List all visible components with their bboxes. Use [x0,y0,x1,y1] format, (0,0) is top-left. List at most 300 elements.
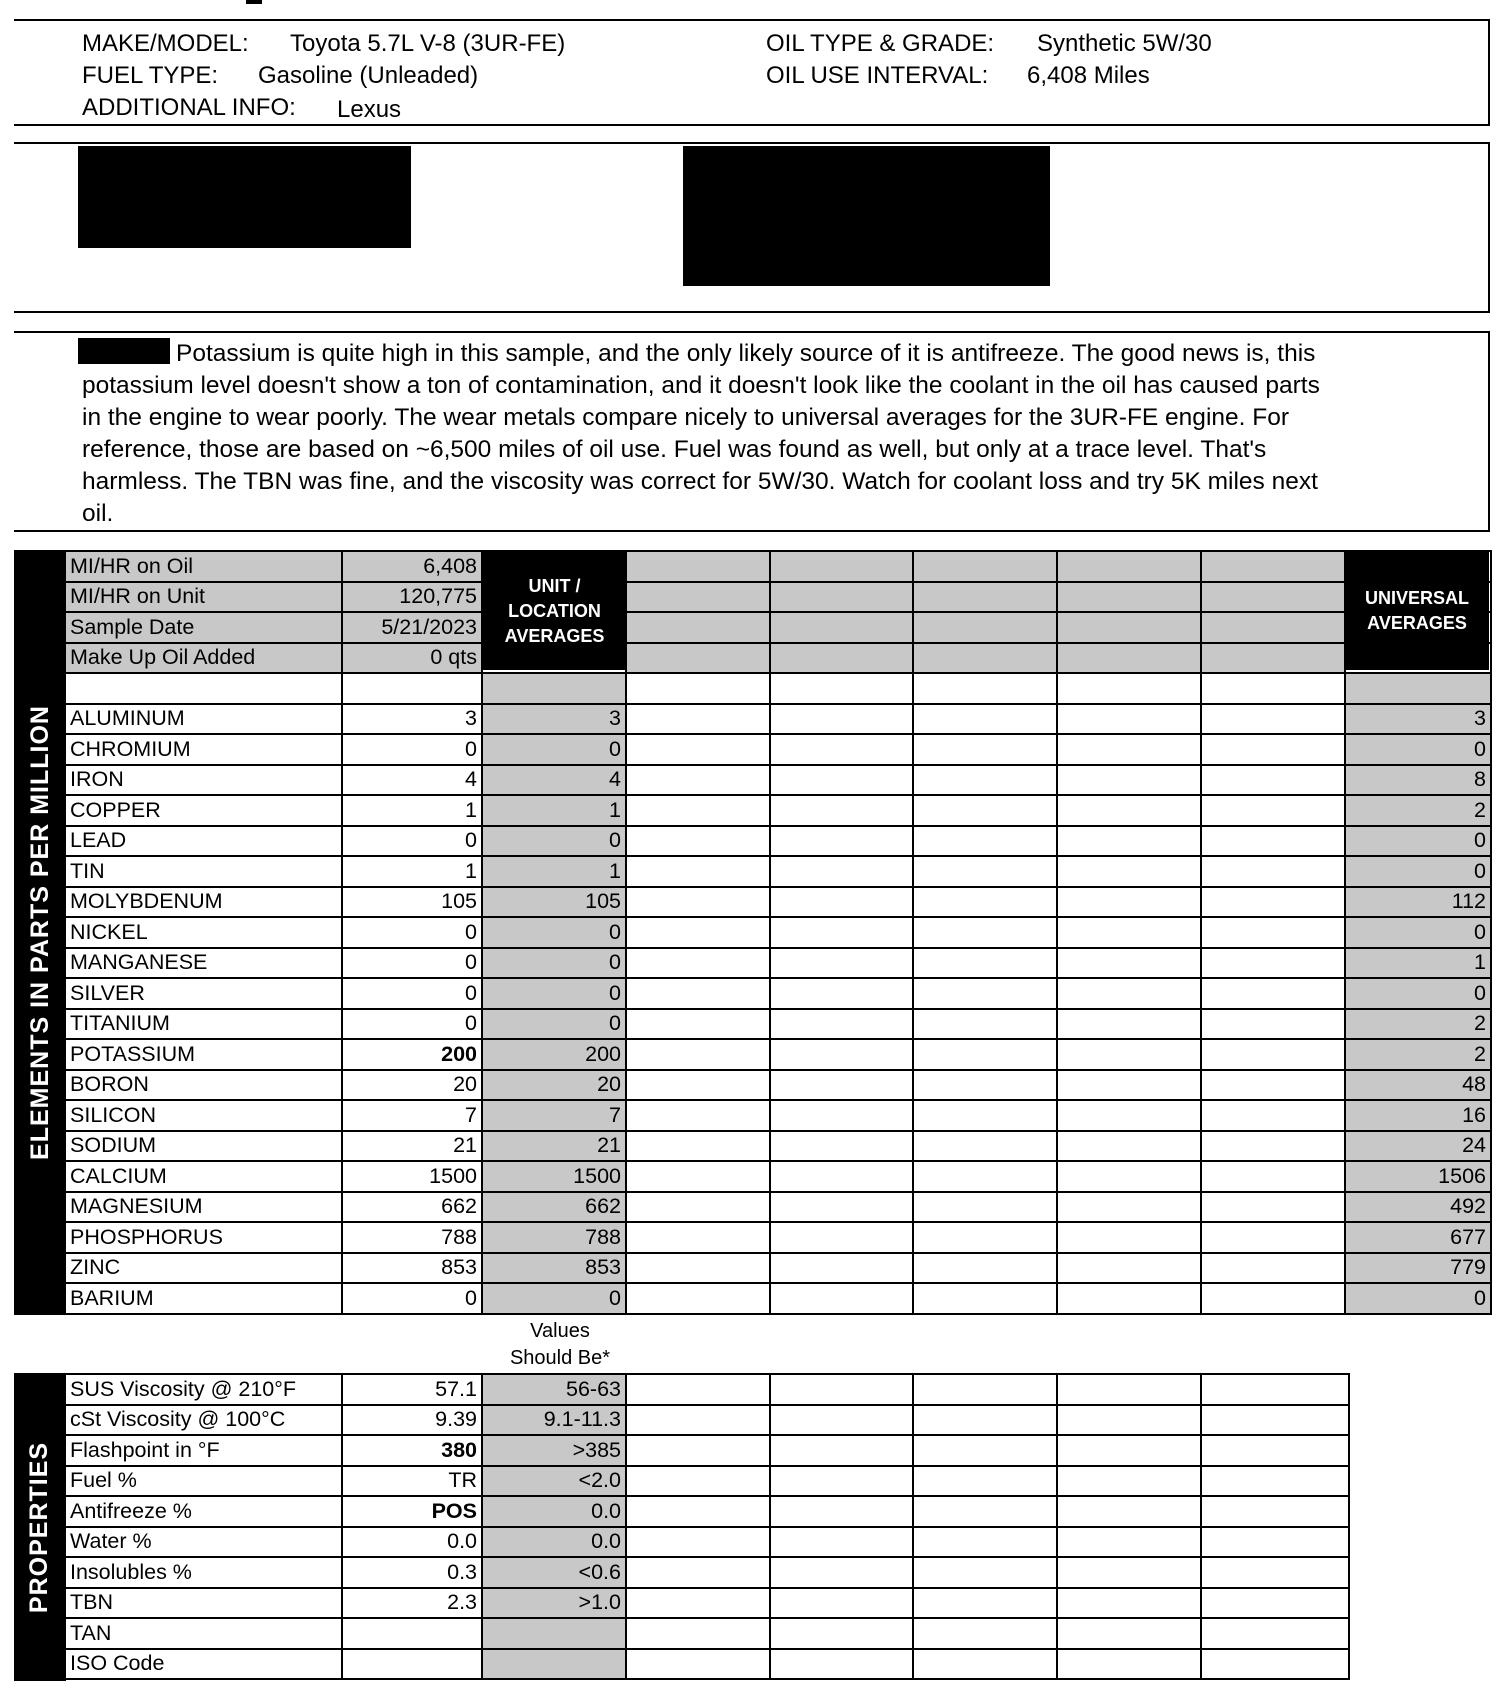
empty-cell [1057,1009,1201,1040]
empty-cell [1201,948,1345,979]
element-unit-average: 1 [482,856,626,887]
empty-cell [770,1009,913,1040]
empty-cell [770,1131,913,1162]
redacted-comment-prefix [78,338,170,364]
empty-cell [770,704,913,735]
empty-cell [913,1161,1057,1192]
element-row [65,765,1491,796]
additional-info-value: Lexus [337,96,402,123]
property-should-be: 0.0 [482,1527,626,1558]
empty-cell [626,978,770,1009]
element-value: 0 [342,978,482,1009]
element-universal-average: 0 [1345,978,1491,1009]
empty-cell [1057,1435,1201,1466]
element-value: 0 [342,917,482,948]
property-should-be: >385 [482,1435,626,1466]
empty-cell [1057,1222,1201,1253]
empty-cell [770,1161,913,1192]
element-universal-average: 492 [1345,1192,1491,1223]
element-row [65,856,1491,887]
empty-cell [913,795,1057,826]
empty-cell [626,795,770,826]
property-name: SUS Viscosity @ 210°F [65,1374,342,1405]
property-should-be: <0.6 [482,1557,626,1588]
element-name: POTASSIUM [65,1039,342,1070]
fuel-type-value: Gasoline (Unleaded) [258,62,479,89]
empty-cell [626,643,770,674]
empty-cell [1057,704,1201,735]
element-row [65,1253,1491,1284]
element-value: 105 [342,887,482,918]
element-name: MOLYBDENUM [65,887,342,918]
element-value: 21 [342,1131,482,1162]
empty-cell [626,1161,770,1192]
empty-cell [770,1649,913,1680]
element-value: 1500 [342,1161,482,1192]
empty-cell [1057,1100,1201,1131]
empty-cell [913,582,1057,613]
info-value: 120,775 [342,582,482,613]
element-unit-average: 0 [482,948,626,979]
element-unit-average: 0 [482,978,626,1009]
empty-cell [626,704,770,735]
element-value: 0 [342,734,482,765]
empty-cell [1057,1466,1201,1497]
empty-cell [626,1009,770,1040]
empty-cell [1201,551,1345,582]
empty-cell [770,612,913,643]
property-value: POS [342,1496,482,1527]
empty-cell [1201,795,1345,826]
empty-cell [1057,582,1201,613]
element-value: 0 [342,948,482,979]
empty-cell [913,1253,1057,1284]
empty-cell [770,948,913,979]
empty-cell [1201,1100,1345,1131]
element-row [65,1283,1491,1314]
empty-cell [770,673,913,704]
empty-cell [1057,1374,1201,1405]
empty-cell [1057,612,1201,643]
element-unit-average: 0 [482,1283,626,1314]
element-row [65,978,1491,1009]
empty-cell [1201,1283,1345,1314]
element-name: BARIUM [65,1283,342,1314]
empty-cell [1201,1161,1345,1192]
empty-cell [1201,643,1345,674]
element-row [65,795,1491,826]
property-row [65,1466,1349,1497]
make-model-label: MAKE/MODEL: [82,30,249,57]
elements-section-label: ELEMENTS IN PARTS PER MILLION [14,550,66,1315]
empty-cell [913,1435,1057,1466]
element-unit-average: 200 [482,1039,626,1070]
empty-cell [913,1131,1057,1162]
element-universal-average: 48 [1345,1070,1491,1101]
empty-cell [913,643,1057,674]
empty-cell [1201,612,1345,643]
empty-cell [770,1222,913,1253]
empty-cell [65,673,342,704]
property-should-be: 56-63 [482,1374,626,1405]
empty-cell [913,887,1057,918]
empty-cell [1201,1618,1349,1649]
element-universal-average: 16 [1345,1100,1491,1131]
element-value: 0 [342,1283,482,1314]
property-name: TAN [65,1618,342,1649]
element-name: SILVER [65,978,342,1009]
property-value: TR [342,1466,482,1497]
oil-type-label: OIL TYPE & GRADE: [766,30,995,57]
info-row [65,643,1491,674]
empty-cell [913,1405,1057,1436]
empty-cell [1057,1192,1201,1223]
make-model-value: Toyota 5.7L V-8 (3UR-FE) [290,30,566,57]
empty-cell [1345,673,1491,704]
empty-cell [626,673,770,704]
empty-cell [1057,1649,1201,1680]
empty-cell [770,978,913,1009]
empty-cell [1057,1618,1201,1649]
empty-cell [913,948,1057,979]
element-name: MANGANESE [65,948,342,979]
element-value: 200 [342,1039,482,1070]
empty-cell [913,856,1057,887]
empty-cell [626,1131,770,1162]
element-universal-average: 0 [1345,734,1491,765]
element-universal-average: 677 [1345,1222,1491,1253]
info-value: 0 qts [342,643,482,674]
empty-cell [913,1466,1057,1497]
empty-cell [1201,673,1345,704]
empty-cell [626,1253,770,1284]
empty-cell [1201,1405,1349,1436]
empty-cell [770,917,913,948]
empty-cell [770,1374,913,1405]
empty-cell [626,1588,770,1619]
empty-cell [913,1527,1057,1558]
empty-cell [1057,1557,1201,1588]
empty-cell [1057,948,1201,979]
empty-cell [913,1557,1057,1588]
empty-cell [1057,1496,1201,1527]
element-unit-average: 788 [482,1222,626,1253]
empty-cell [626,1649,770,1680]
element-row [65,948,1491,979]
element-universal-average: 0 [1345,1283,1491,1314]
empty-cell [626,887,770,918]
empty-cell [913,704,1057,735]
redacted-client-address [683,146,1050,286]
element-name: TITANIUM [65,1009,342,1040]
element-row [65,1009,1491,1040]
empty-cell [1057,917,1201,948]
empty-cell [1201,1131,1345,1162]
property-name: TBN [65,1588,342,1619]
property-value: 9.39 [342,1405,482,1436]
empty-cell [1057,856,1201,887]
empty-cell [342,673,482,704]
empty-cell [1201,1374,1349,1405]
oil-interval-label: OIL USE INTERVAL: [766,62,989,89]
empty-cell [770,765,913,796]
element-unit-average: 4 [482,765,626,796]
property-row [65,1435,1349,1466]
empty-cell [770,795,913,826]
empty-cell [626,1466,770,1497]
empty-cell [1201,1222,1345,1253]
empty-cell [626,612,770,643]
empty-cell [913,1070,1057,1101]
info-row [65,612,1491,643]
property-name: Flashpoint in °F [65,1435,342,1466]
empty-cell [913,1222,1057,1253]
empty-cell [770,1070,913,1101]
element-row [65,734,1491,765]
empty-cell [1201,1496,1349,1527]
empty-cell [482,673,626,704]
empty-cell [626,856,770,887]
property-row [65,1527,1349,1558]
empty-cell [1201,582,1345,613]
empty-cell [626,917,770,948]
empty-cell [1201,765,1345,796]
empty-cell [1201,1466,1349,1497]
empty-cell [913,673,1057,704]
empty-cell [1201,1009,1345,1040]
empty-cell [913,1374,1057,1405]
element-value: 4 [342,765,482,796]
property-should-be: >1.0 [482,1588,626,1619]
property-row [65,1649,1349,1680]
element-value: 1 [342,795,482,826]
element-unit-average: 20 [482,1070,626,1101]
element-value: 20 [342,1070,482,1101]
empty-cell [1057,643,1201,674]
empty-cell [626,1374,770,1405]
empty-cell [626,1222,770,1253]
element-row [65,1070,1491,1101]
cutoff-mark [246,0,262,4]
property-value [342,1618,482,1649]
empty-cell [1057,795,1201,826]
element-universal-average: 1 [1345,948,1491,979]
empty-cell [913,1283,1057,1314]
element-universal-average: 0 [1345,856,1491,887]
empty-cell [913,917,1057,948]
info-row [65,582,1491,613]
property-row [65,1496,1349,1527]
element-unit-average: 3 [482,704,626,735]
element-unit-average: 7 [482,1100,626,1131]
empty-cell [1057,765,1201,796]
property-value: 0.0 [342,1527,482,1558]
element-universal-average: 0 [1345,917,1491,948]
element-universal-average: 2 [1345,1039,1491,1070]
empty-cell [770,1405,913,1436]
property-value: 0.3 [342,1557,482,1588]
property-should-be: 0.0 [482,1496,626,1527]
empty-cell [770,1253,913,1284]
element-name: CHROMIUM [65,734,342,765]
element-value: 7 [342,1100,482,1131]
comments-text: Potassium is quite high in this sample, and the only likely source of it is antifreeze. The good news is, this potassium level doesn't show a ton of contamination, and it doesn't look like the coolant in the oil has caused parts in the engine to wear poorly. The wear metals compare nicely to universal averages for the 3UR-FE engine. For reference, those are based on ~6,500 miles of oil use. Fuel was found as well, but only at a trace level. That's harmless. The TBN was fine, and the viscosity was correct for 5W/30. Watch for coolant loss and try 5K miles next oil. [82,338,1342,530]
empty-cell [770,1039,913,1070]
element-value: 788 [342,1222,482,1253]
element-universal-average: 779 [1345,1253,1491,1284]
info-label: Sample Date [65,612,342,643]
element-row [65,1039,1491,1070]
element-universal-average: 3 [1345,704,1491,735]
empty-cell [1201,1557,1349,1588]
empty-cell [770,1435,913,1466]
empty-cell [626,948,770,979]
empty-cell [913,1588,1057,1619]
element-universal-average: 0 [1345,826,1491,857]
empty-cell [770,1557,913,1588]
empty-cell [1201,1649,1349,1680]
empty-cell [770,582,913,613]
element-universal-average: 24 [1345,1131,1491,1162]
element-row [65,917,1491,948]
empty-cell [913,1039,1057,1070]
empty-cell [1201,704,1345,735]
property-row [65,1618,1349,1649]
empty-cell [1057,978,1201,1009]
element-name: TIN [65,856,342,887]
info-label: Make Up Oil Added [65,643,342,674]
empty-cell [626,1100,770,1131]
empty-cell [1057,1283,1201,1314]
empty-cell [1057,826,1201,857]
empty-cell [913,765,1057,796]
element-name: MAGNESIUM [65,1192,342,1223]
empty-cell [1201,1588,1349,1619]
empty-cell [913,1496,1057,1527]
element-name: SODIUM [65,1131,342,1162]
universal-averages-header: UNIVERSAL AVERAGES [1345,552,1489,670]
empty-cell [1201,826,1345,857]
property-should-be: <2.0 [482,1466,626,1497]
element-unit-average: 1 [482,795,626,826]
element-universal-average: 1506 [1345,1161,1491,1192]
element-name: LEAD [65,826,342,857]
element-name: COPPER [65,795,342,826]
properties-table [64,1373,1350,1680]
empty-cell [770,1283,913,1314]
empty-cell [1057,551,1201,582]
element-value: 1 [342,856,482,887]
element-row [65,826,1491,857]
empty-cell [626,1070,770,1101]
info-value: 5/21/2023 [342,612,482,643]
property-row [65,1374,1349,1405]
empty-cell [626,1039,770,1070]
values-should-be-header: Values Should Be* [509,1320,611,1369]
info-label: MI/HR on Unit [65,582,342,613]
empty-cell [626,734,770,765]
empty-cell [1057,887,1201,918]
empty-cell [1201,1253,1345,1284]
element-row [65,887,1491,918]
empty-cell [626,1557,770,1588]
empty-cell [770,1496,913,1527]
empty-cell [1057,673,1201,704]
element-name: SILICON [65,1100,342,1131]
element-universal-average: 8 [1345,765,1491,796]
elements-table [64,550,1492,1315]
empty-cell [626,1435,770,1466]
oil-type-value: Synthetic 5W/30 [1037,30,1212,57]
empty-cell [1057,1405,1201,1436]
element-row [65,1222,1491,1253]
empty-cell [1057,1253,1201,1284]
empty-cell [1057,1161,1201,1192]
property-should-be [482,1649,626,1680]
element-name: CALCIUM [65,1161,342,1192]
empty-cell [1201,978,1345,1009]
property-should-be [482,1618,626,1649]
empty-cell [913,1192,1057,1223]
info-label: MI/HR on Oil [65,551,342,582]
empty-cell [1201,1435,1349,1466]
element-name: BORON [65,1070,342,1101]
blank-row [65,673,1491,704]
properties-section-label: PROPERTIES [14,1373,66,1681]
element-unit-average: 0 [482,826,626,857]
additional-info-label: ADDITIONAL INFO: [82,94,296,121]
empty-cell [1057,1527,1201,1558]
empty-cell [770,1618,913,1649]
empty-cell [770,734,913,765]
property-row [65,1405,1349,1436]
element-name: NICKEL [65,917,342,948]
element-value: 662 [342,1192,482,1223]
element-value: 0 [342,1009,482,1040]
empty-cell [770,826,913,857]
element-universal-average: 2 [1345,795,1491,826]
element-unit-average: 0 [482,917,626,948]
element-row [65,1192,1491,1223]
property-name: Fuel % [65,1466,342,1497]
empty-cell [1201,1039,1345,1070]
element-name: IRON [65,765,342,796]
empty-cell [1201,734,1345,765]
empty-cell [770,1192,913,1223]
redacted-client-name [78,146,411,248]
empty-cell [626,1192,770,1223]
fuel-type-label: FUEL TYPE: [82,62,219,89]
empty-cell [1201,1527,1349,1558]
element-row [65,704,1491,735]
property-name: cSt Viscosity @ 100°C [65,1405,342,1436]
property-name: ISO Code [65,1649,342,1680]
empty-cell [626,826,770,857]
empty-cell [913,1009,1057,1040]
property-name: Insolubles % [65,1557,342,1588]
element-row [65,1100,1491,1131]
element-row [65,1161,1491,1192]
empty-cell [913,1618,1057,1649]
empty-cell [770,887,913,918]
empty-cell [770,856,913,887]
empty-cell [913,1649,1057,1680]
empty-cell [770,1100,913,1131]
element-universal-average: 2 [1345,1009,1491,1040]
empty-cell [1057,1588,1201,1619]
empty-cell [1201,917,1345,948]
empty-cell [913,734,1057,765]
